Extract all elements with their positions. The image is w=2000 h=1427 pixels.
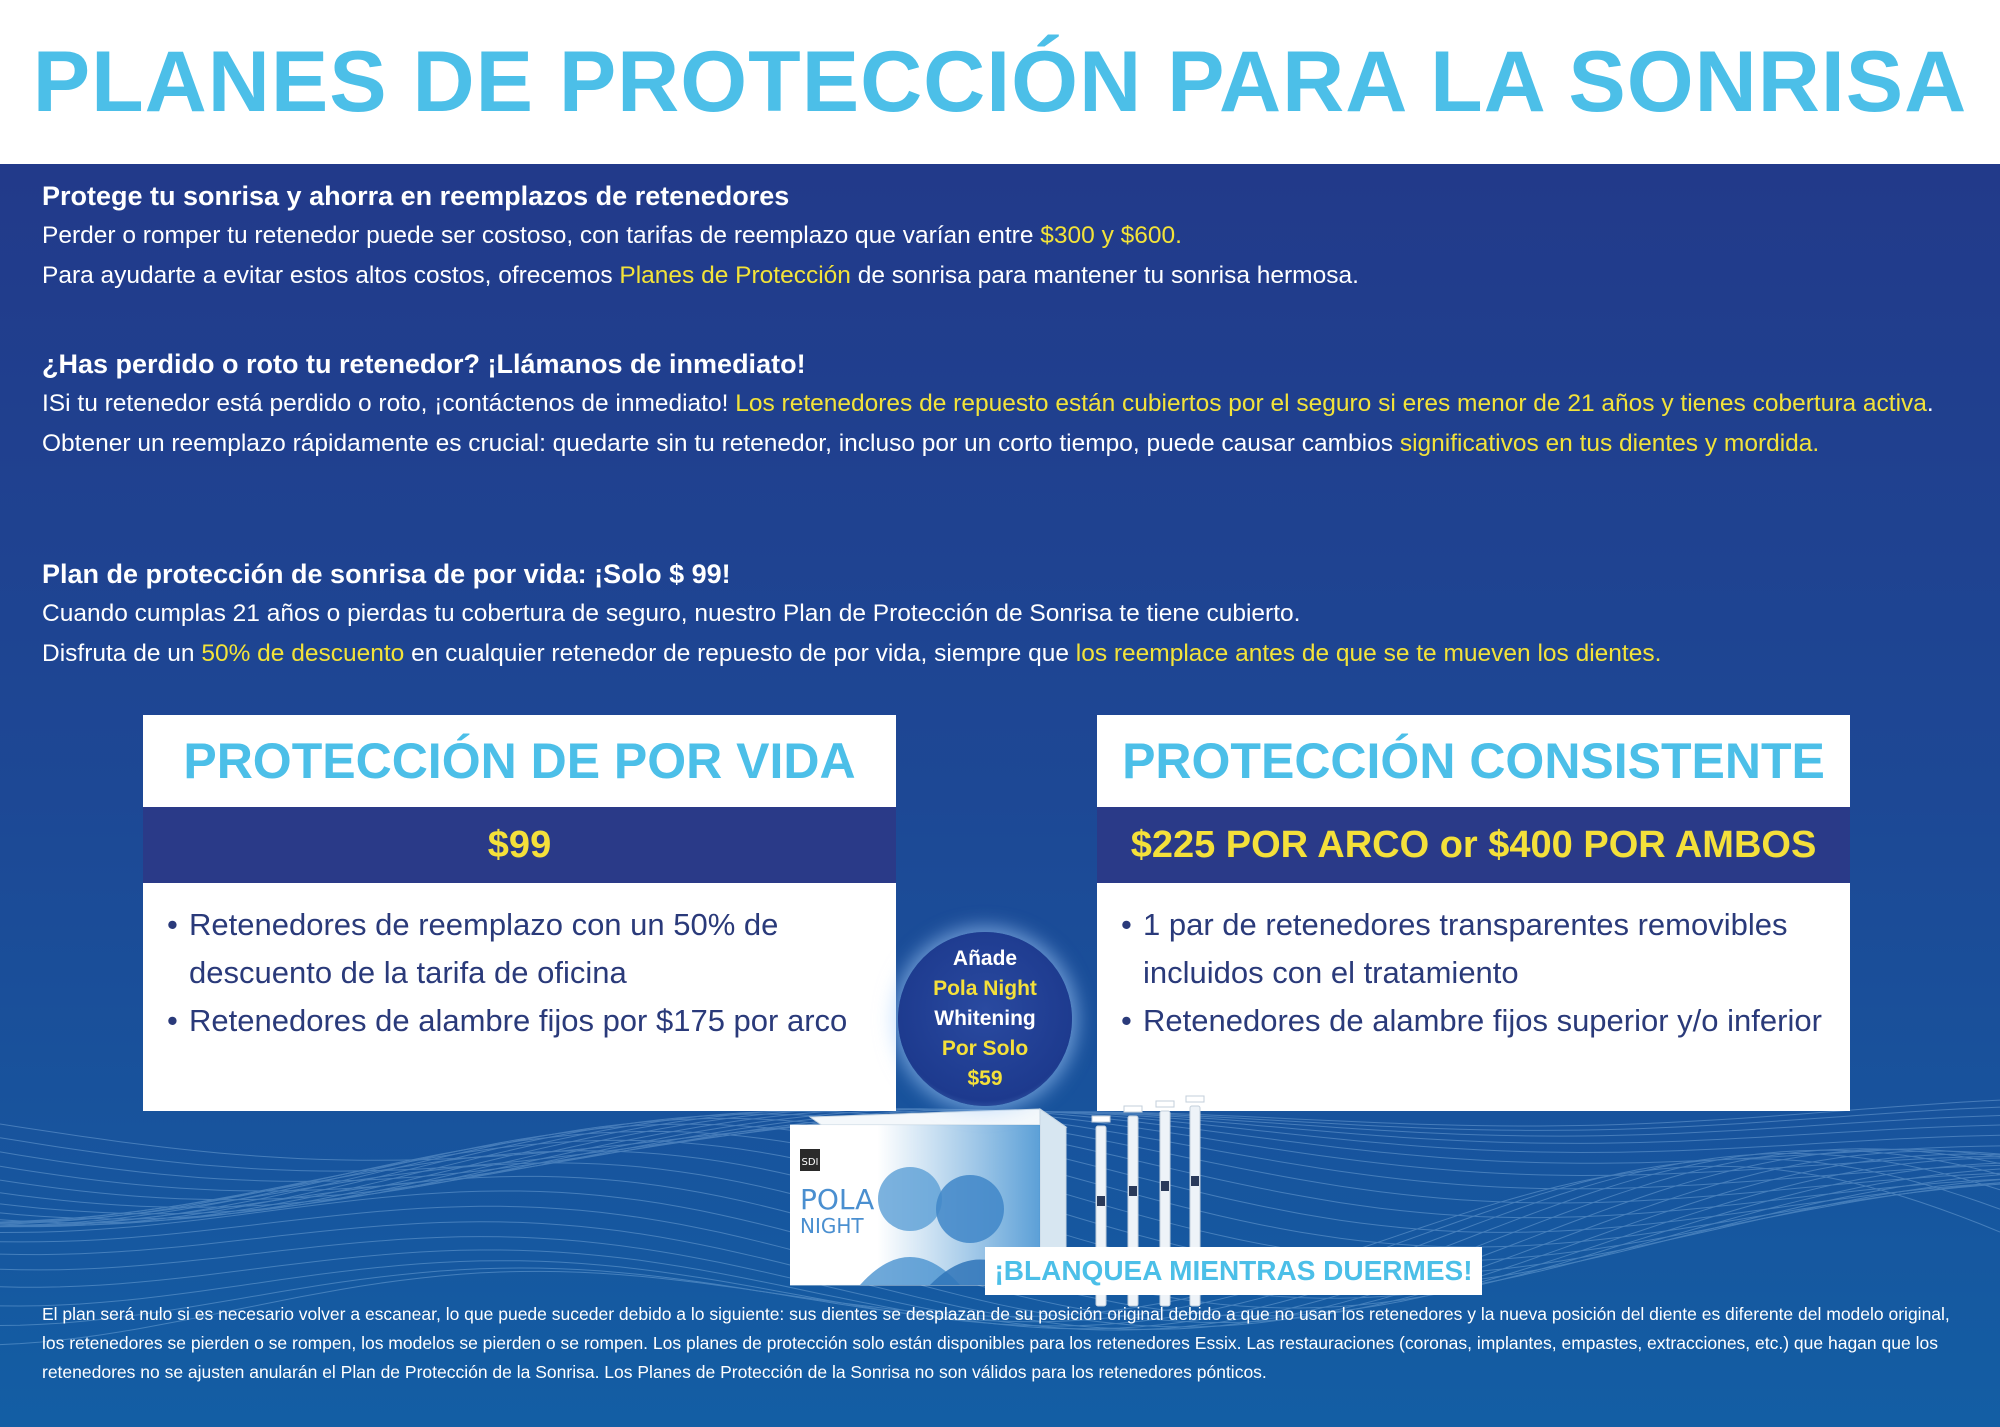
page-title: PLANES DE PROTECCIÓN PARA LA SONRISA xyxy=(32,33,1968,130)
section-lifetime-plan xyxy=(42,554,1960,674)
highlight-span: $300 y $600. xyxy=(1040,222,1182,249)
text-span: . Obtener un reemplazo rápidamente es crucial: quedarte sin tu retenedor, incluso por un corto tiempo, puede causar cambios xyxy=(42,390,1934,457)
text-span: Disfruta de un xyxy=(42,640,202,667)
benefit-text: 1 par de retenedores transparentes removibles incluidos con el tratamiento xyxy=(1143,907,1788,990)
badge-line: Pola Night xyxy=(933,977,1037,1000)
benefit-text: Retenedores de reemplazo con un 50% de descuento de la tarifa de oficina xyxy=(189,907,779,990)
text-span: Para ayudarte a evitar estos altos costos, ofrecemos xyxy=(42,262,620,289)
main-panel xyxy=(0,164,2000,1427)
text-span: de sonrisa para mantener tu sonrisa hermosa. xyxy=(850,262,1359,289)
page-header xyxy=(0,0,2000,164)
text-span: en cualquier retenedor de repuesto de por vida, siempre que xyxy=(404,640,1076,667)
plan-title: PROTECCIÓN CONSISTENTE xyxy=(1122,733,1825,789)
promo-badge xyxy=(898,932,1072,1106)
list-item xyxy=(1097,901,1830,997)
section-line xyxy=(42,634,1960,674)
list-item xyxy=(143,901,876,997)
whitening-tagline: ¡BLANQUEA MIENTRAS DUERMES! xyxy=(985,1247,1482,1295)
disclaimer-text: El plan será nulo si es necesario volver a escanear, lo que puede suceder debido a lo siguiente: sus dientes se desplazan de su posición original debido a que no usan los retenedores y la nueva posición del diente es diferente del modelo original, los retenedores se pierden o se rompen, los modelos se pierden o se rompen. Los planes de protección solo están disponibles para los retenedores Essix. Las restauraciones (coronas, implantes, empastes, extracciones, etc.) que hagan que los retenedores no se ajusten anularán el Plan de Protección de la Sonrisa. Los Planes de Protección de la Sonrisa no son válidos para los retenedores pónticos. xyxy=(42,1304,1950,1382)
plan-benefits-list xyxy=(143,883,896,1045)
text-span: ISi tu retenedor está perdido o roto, ¡contáctenos de inmediato! xyxy=(42,390,736,417)
list-item xyxy=(143,997,876,1045)
section-line: Cuando cumplas 21 años o pierdas tu cobertura de seguro, nuestro Plan de Protección de Sonrisa te tiene cubierto. xyxy=(42,600,1301,627)
plan-price: $99 xyxy=(143,807,896,883)
badge-line: Por Solo xyxy=(941,1037,1029,1060)
section-lost-retainer xyxy=(42,344,1960,464)
bullet-icon: • xyxy=(1121,907,1132,942)
section-title: Protege tu sonrisa y ahorra en reemplazos de retenedores xyxy=(42,181,790,211)
bullet-icon: • xyxy=(167,1003,178,1038)
plan-card-lifetime xyxy=(143,715,896,1111)
product-brand: SDI xyxy=(801,1157,819,1168)
section-line xyxy=(42,256,1960,296)
benefit-text: Retenedores de alambre fijos superior y/o inferior xyxy=(1143,1003,1822,1038)
highlight-span: los reemplace antes de que se te mueven los dientes. xyxy=(1075,640,1662,667)
section-retainer-savings xyxy=(42,176,1960,296)
bullet-icon: • xyxy=(167,907,178,942)
bullet-icon: • xyxy=(1121,1003,1132,1038)
highlight-span: Planes de Protección xyxy=(619,262,851,289)
plan-card-consistent xyxy=(1097,715,1850,1111)
benefit-text: Retenedores de alambre fijos por $175 por arco xyxy=(189,1003,848,1038)
section-title: ¿Has perdido o roto tu retenedor? ¡Llámanos de inmediato! xyxy=(42,349,806,379)
plan-benefits-list xyxy=(1097,883,1850,1045)
badge-price: $59 xyxy=(967,1067,1003,1090)
highlight-span: 50% de descuento xyxy=(201,640,405,667)
highlight-span: Los retenedores de repuesto están cubiertos por el seguro si eres menor de 21 años y tienes cobertura activa xyxy=(735,390,1927,417)
text-span: Perder o romper tu retenedor puede ser costoso, con tarifas de reemplazo que varían entre xyxy=(42,222,1041,249)
plan-title: PROTECCIÓN DE POR VIDA xyxy=(183,733,856,789)
list-item xyxy=(1097,997,1830,1045)
plan-price: $225 POR ARCO or $400 POR AMBOS xyxy=(1097,807,1850,883)
section-title: Plan de protección de sonrisa de por vida: ¡Solo $ 99! xyxy=(42,559,731,589)
product-name-bottom: NIGHT xyxy=(800,1214,864,1238)
badge-line: Whitening xyxy=(934,1007,1036,1030)
section-line xyxy=(42,216,1960,256)
product-name-top: POLA xyxy=(800,1183,875,1216)
highlight-span: significativos en tus dientes y mordida. xyxy=(1399,430,1820,457)
section-paragraph xyxy=(42,384,1960,464)
badge-line: Añade xyxy=(952,947,1018,970)
